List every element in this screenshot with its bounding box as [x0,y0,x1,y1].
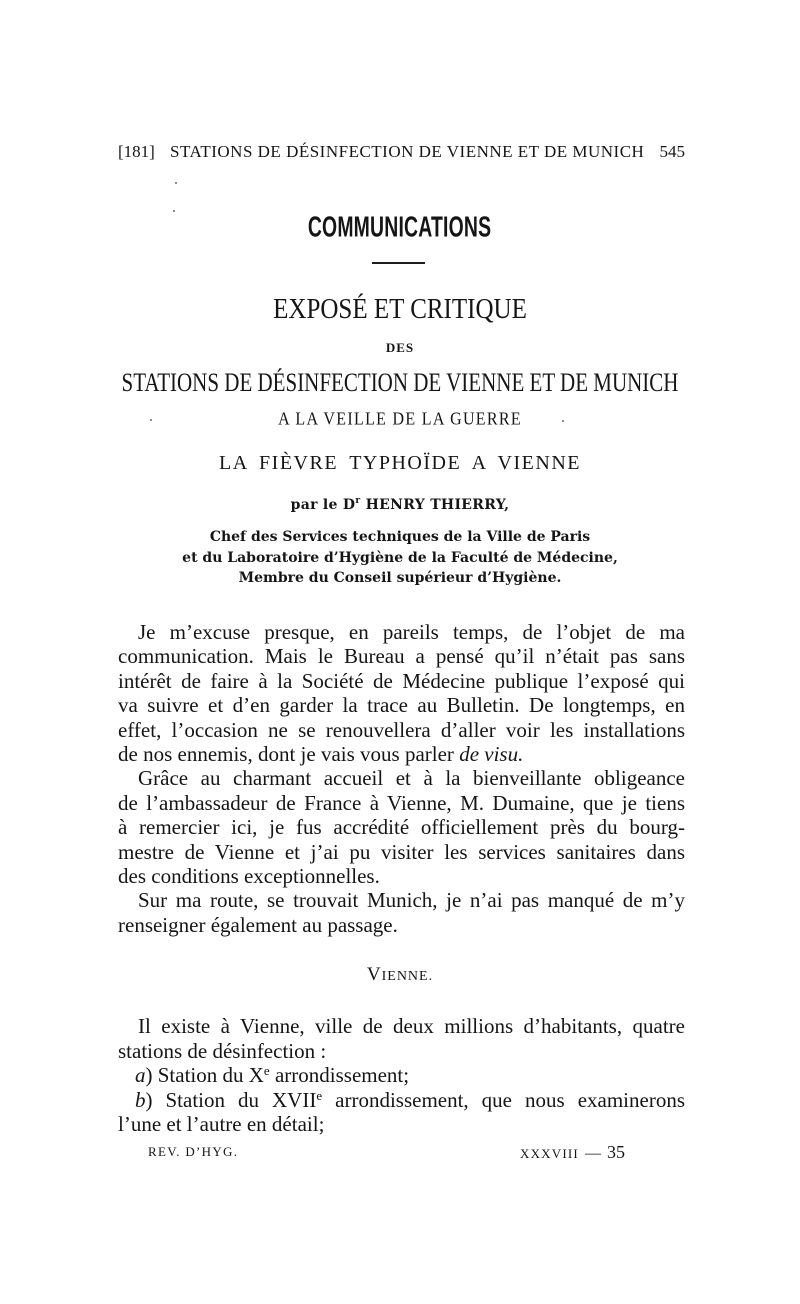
paragraph-line: de l’ambassadeur de France à Vienne, M. Dumaine, que je tiens [118,790,685,815]
paragraph-line: Je m’excuse presque, en pareils temps, de l’objet de ma [138,620,685,644]
byline-prefix: par le D [290,497,356,513]
scan-speck [173,210,175,212]
article-subtitle-line-2: LA FIÈVRE TYPHOÏDE A VIENNE [219,452,581,474]
list-item-b-continuation: l’une et l’autre en détail; [118,1112,325,1136]
list-letter: a [135,1063,146,1087]
affiliation-line: Chef des Services techniques de la Ville de Paris [209,529,591,545]
printer-signature [520,1141,625,1165]
article-page-number: [181] [118,142,155,161]
list-item-text: arrondissement, que nous examinerons [322,1087,685,1112]
paragraph-last-line: des conditions exceptionnelles. [118,863,380,888]
affiliation-line: Membre du Conseil supérieur d’Hygiène. [238,570,562,586]
paragraph-line-text: de nos ennemis, dont je vais vous parler [118,741,454,766]
author-affiliations [0,527,800,589]
scan-speck [175,182,177,184]
paragraph-line: Il existe à Vienne, ville de deux millions d’habitants, quatre [138,1014,685,1038]
article-title-row-3 [0,366,800,398]
signature-volume: XXXVIII [520,1146,579,1161]
article-subtitle-row-1 [0,408,800,432]
byline [0,494,800,516]
paragraph-line: intérêt de faire à la Société de Médecine publique l’exposé qui [118,668,685,693]
affiliation-line: et du Laboratoire d’Hygiène de la Faculté de Médecine, [182,549,618,566]
paragraph-last-line: renseigner également au passage. [118,912,398,937]
subheading: VIENNE. [366,964,434,985]
body-text-block-2 [118,1014,685,1137]
paragraph-line: Sur ma route, se trouvait Munich, je n’ai pas manqué de m’y [138,888,685,913]
article-title-line-1: EXPOSÉ ET CRITIQUE [273,294,527,325]
scan-speck [562,420,564,422]
list-item-text: arrondissement; [269,1063,410,1087]
ordinal-superscript: e [263,1063,270,1078]
italic-phrase: de visu. [459,741,524,766]
scan-speck [150,419,152,421]
page-number: 545 [659,142,685,161]
body-text-block-1 [118,620,685,937]
list-item-text: ) Station du XVII [145,1087,317,1112]
paragraph-line: à remercier ici, je fus accrédité officiellement près du bourg- [118,815,685,840]
list-letter: b [135,1087,146,1112]
signature-sheet: 35 [606,1142,625,1162]
signature-separator: — [584,1145,601,1162]
ordinal-superscript: e [316,1087,323,1103]
running-head-title: STATIONS DE DÉSINFECTION DE VIENNE ET DE MUNICH [169,142,645,161]
author-name: HENRY THIERRY, [365,497,510,513]
paragraph-line: va suivre et d’en garder la trace au Bulletin. De longtemps, en [118,693,685,718]
subheading-row [0,963,800,987]
section-title: COMMUNICATIONS [308,212,492,244]
list-item-text: ) Station du X [145,1063,264,1087]
paragraph-line: communication. Mais le Bureau a pensé qu’il n’était pas sans [118,644,685,669]
list-item-a [118,1063,685,1088]
byline-title-superscript: r [355,496,361,506]
paragraph-line: effet, l’occasion ne se renouvellera d’aller voir les installations [118,717,685,742]
article-subtitle-line-1: A LA VEILLE DE LA GUERRE [278,410,522,429]
paragraph-line: Grâce au charmant accueil et à la bienveillante obligeance [138,766,685,791]
article-title-row-1 [0,294,800,326]
paragraph-last-line: stations de désinfection : [118,1038,327,1063]
list-item-b [118,1088,685,1113]
section-title-row [0,212,800,244]
journal-abbreviation: REV. D’HYG. [148,1144,239,1159]
paragraph-last-line [118,742,685,766]
running-head [118,141,685,163]
title-rule [372,262,425,264]
article-title-line-2: DES [385,340,415,355]
article-title-line-3: STATIONS DE DÉSINFECTION DE VIENNE ET DE MUNICH [121,367,679,397]
paragraph-line: mestre de Vienne et j’ai pu visiter les services sanitaires dans [118,839,685,864]
